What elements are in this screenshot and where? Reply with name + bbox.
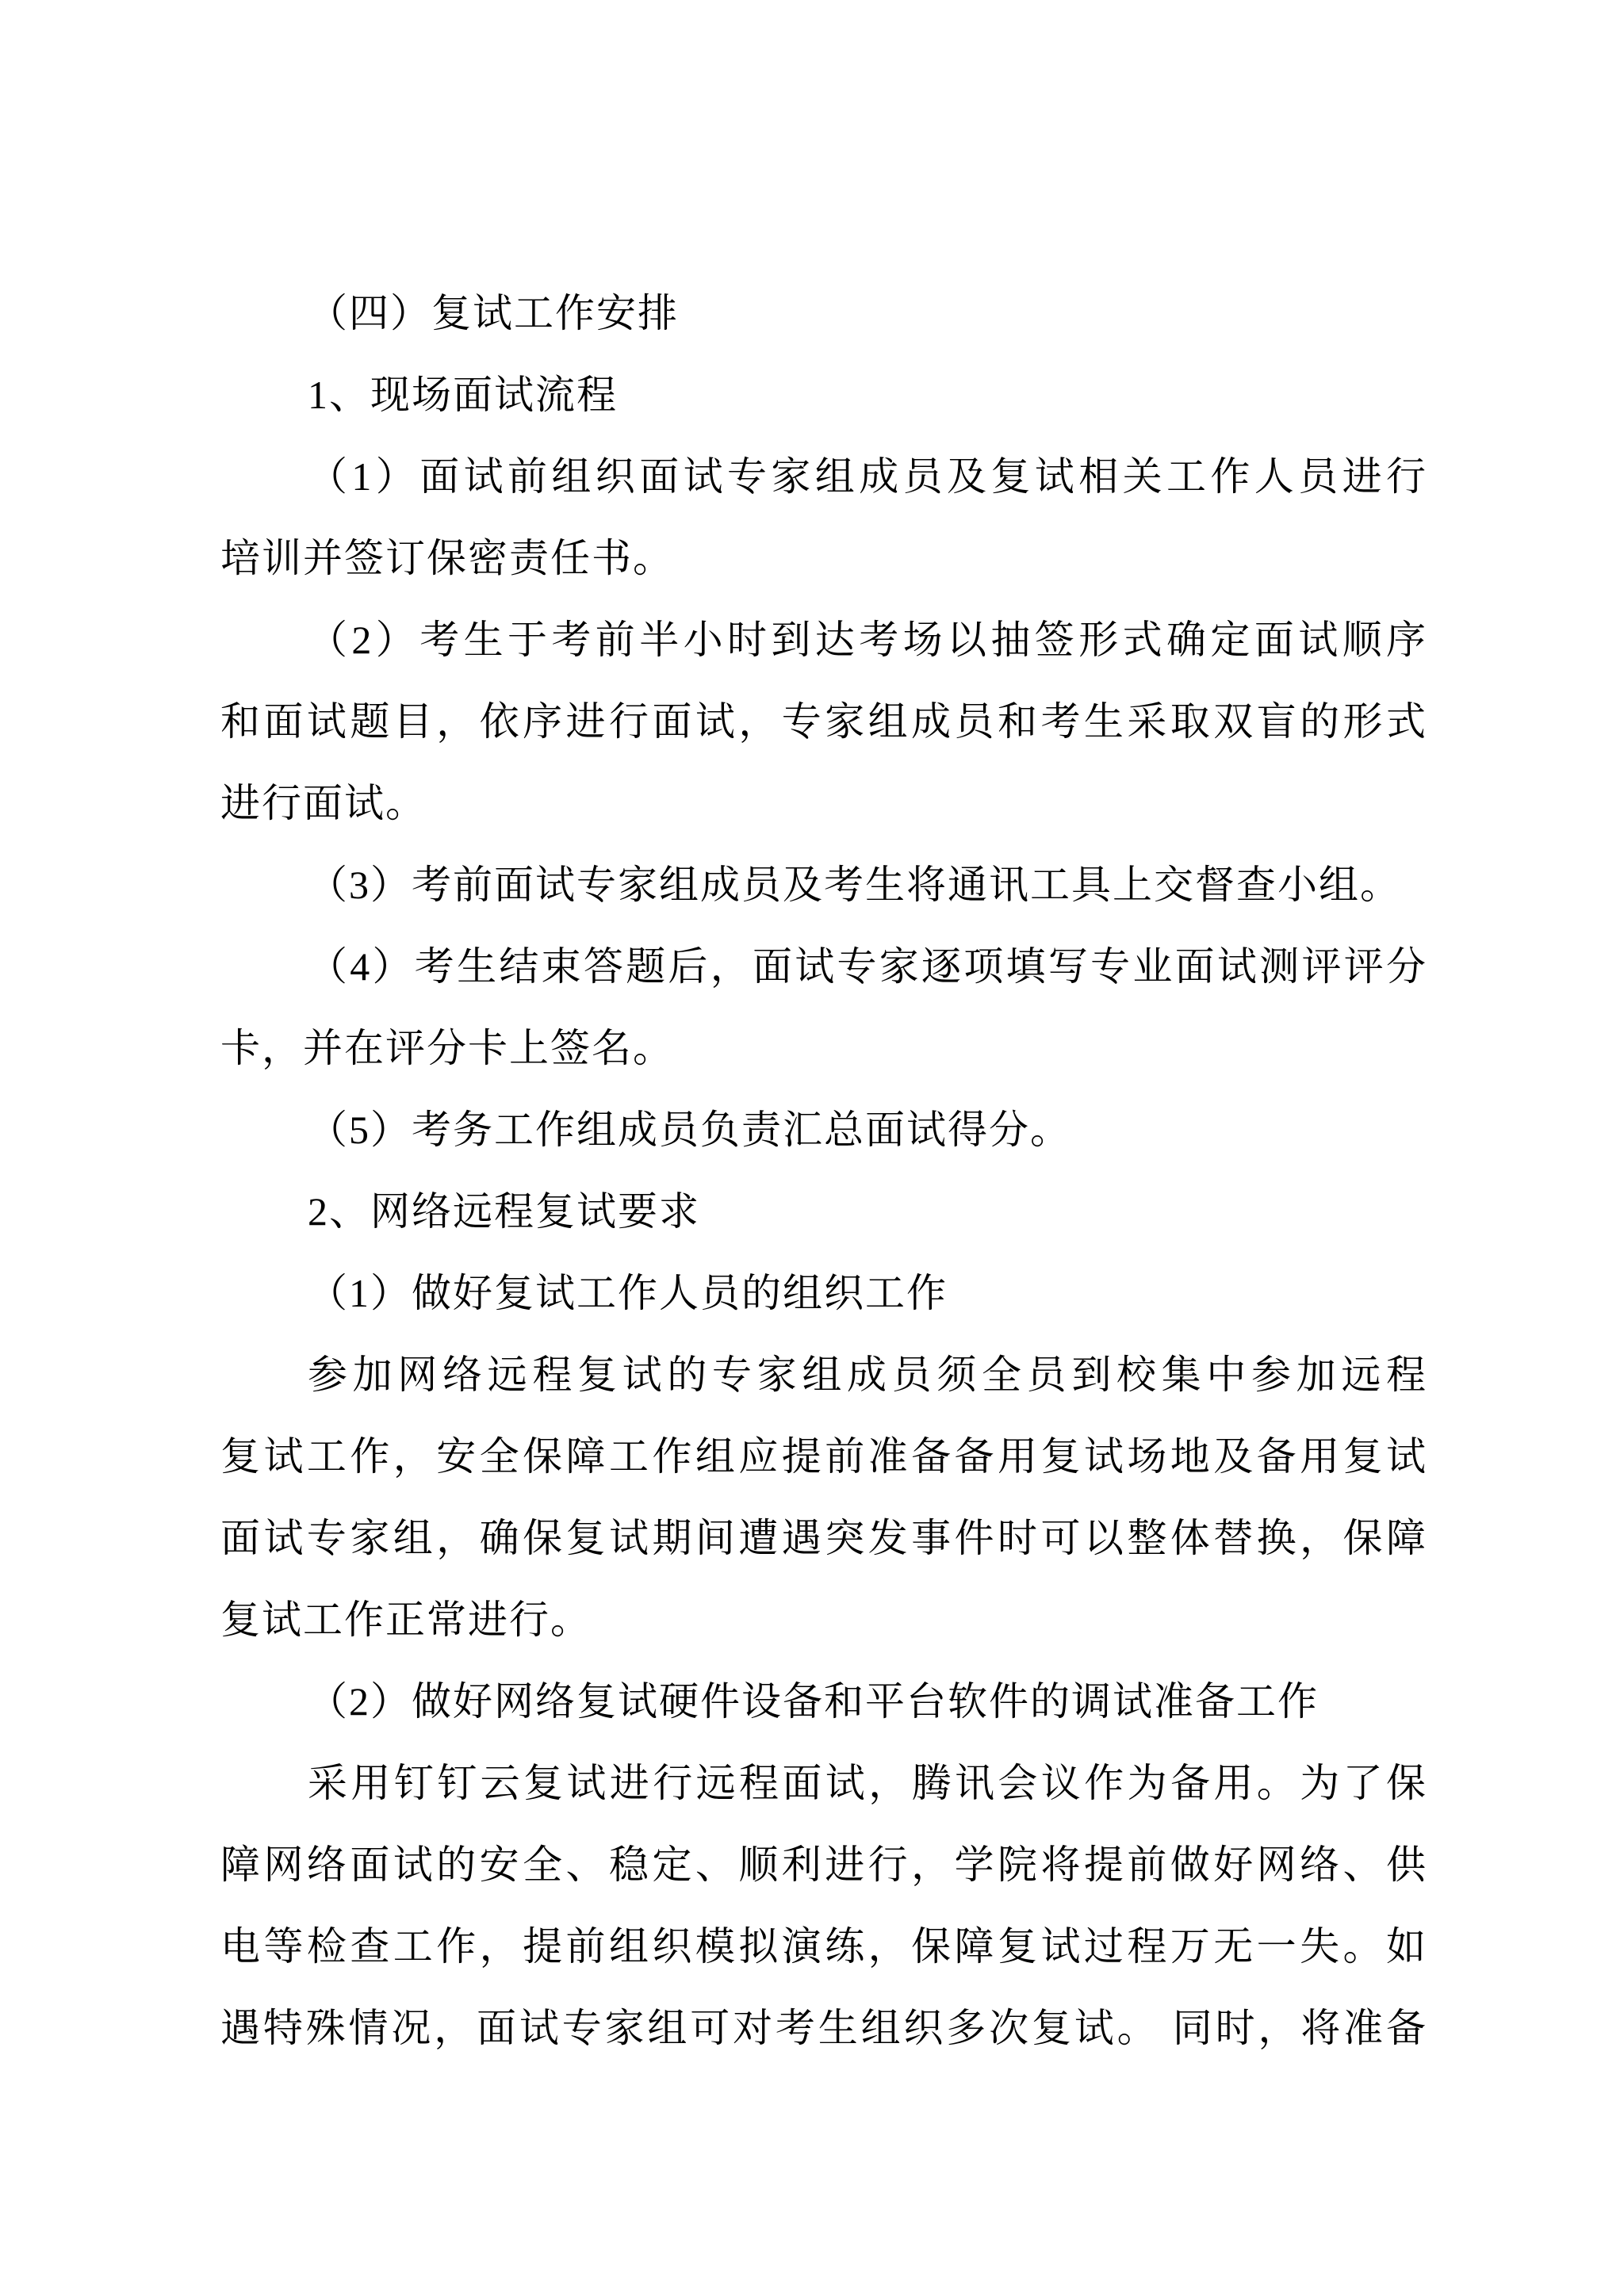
document-body xyxy=(220,273,1427,2069)
text-line: 参加网络远程复试的专家组成员须全员到校集中参加远程 xyxy=(308,1353,1427,1397)
subsection-heading-line: 1、现场面试流程 xyxy=(308,373,618,417)
text-line: 复试工作，安全保障工作组应提前准备备用复试场地及备用复试 xyxy=(220,1434,1427,1479)
text-line: 培训并签订保密责任书。 xyxy=(220,536,674,580)
text-line: 卡，并在评分卡上签名。 xyxy=(220,1026,674,1070)
text-line: （1）面试前组织面试专家组成员及复试相关工作人员进行 xyxy=(308,454,1427,499)
text-line: 障网络面试的安全、稳定、顺利进行，学院将提前做好网络、供 xyxy=(220,1843,1427,1887)
text-line: （1）做好复试工作人员的组织工作 xyxy=(308,1271,948,1315)
section-heading-line: （四）复试工作安排 xyxy=(308,291,679,335)
text-line: 复试工作正常进行。 xyxy=(220,1598,592,1642)
text-line: 采用钉钉云复试进行远程面试，腾讯会议作为备用。为了保 xyxy=(308,1761,1427,1805)
text-line: （2）做好网络复试硬件设备和平台软件的调试准备工作 xyxy=(308,1679,1319,1724)
text-line: 进行面试。 xyxy=(220,781,427,825)
text-line: （3）考前面试专家组成员及考生将通讯工具上交督查小组。 xyxy=(308,863,1401,907)
text-line: （2）考生于考前半小时到达考场以抽签形式确定面试顺序 xyxy=(308,618,1427,662)
text-line: 和面试题目，依序进行面试，专家组成员和考生采取双盲的形式 xyxy=(220,699,1427,744)
text-line: 遇特殊情况，面试专家组可对考生组织多次复试。 同时，将准备 xyxy=(220,2006,1427,2050)
text-line: （4）考生结束答题后，面试专家逐项填写专业面试测评评分 xyxy=(308,944,1427,989)
text-line: 电等检查工作，提前组织模拟演练，保障复试过程万无一失。如 xyxy=(220,1924,1427,1969)
subsection-heading-line: 2、网络远程复试要求 xyxy=(308,1189,700,1234)
text-line: （5）考务工作组成员负责汇总面试得分。 xyxy=(308,1108,1071,1152)
text-line: 面试专家组，确保复试期间遭遇突发事件时可以整体替换，保障 xyxy=(220,1516,1427,1560)
